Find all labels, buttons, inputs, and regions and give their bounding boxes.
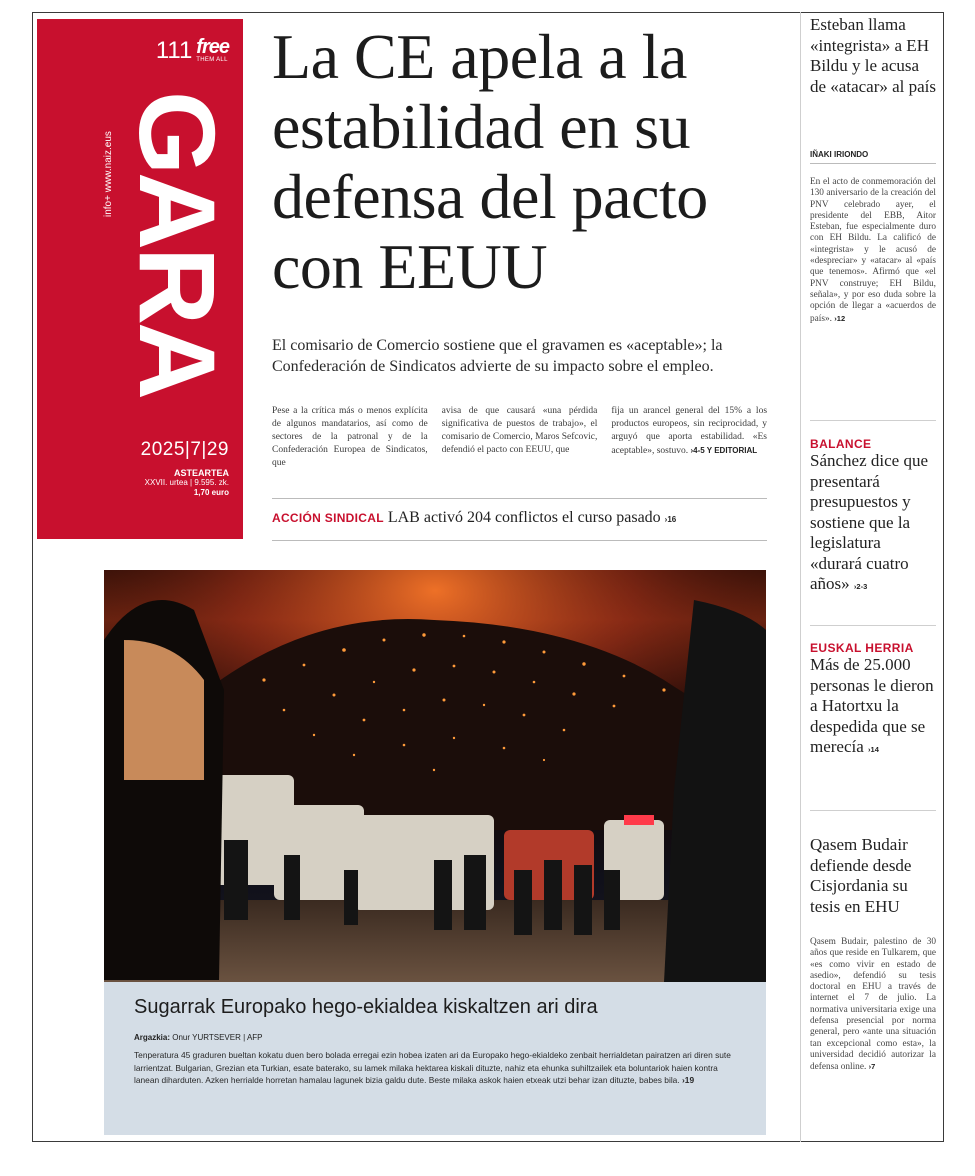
credit-name: Onur YURTSEVER | AFP xyxy=(172,1033,263,1042)
issue-number: 111 xyxy=(155,37,193,64)
sindical-page-ref[interactable]: ›16 xyxy=(664,515,677,524)
sidebar-story-esteban-body xyxy=(810,177,936,325)
lead-body-col-1: Pese a la crítica más o menos explícita de algunos mandatarios, así como de sectores de la patronal y de la Confederación Europea de Sindicatos, que xyxy=(272,406,428,468)
sidebar-story-esteban[interactable] xyxy=(810,15,936,97)
photo-caption xyxy=(104,982,766,1135)
sindical-tag: ACCIÓN SINDICAL xyxy=(272,511,384,525)
photo-credit xyxy=(134,1033,736,1042)
column-divider xyxy=(800,12,801,1142)
sidebar-tag: EUSKAL HERRIA xyxy=(810,641,914,655)
sindical-text: LAB activó 204 conflictos el curso pasado xyxy=(387,509,661,526)
sidebar-text xyxy=(810,937,936,1074)
caption-text xyxy=(134,1049,736,1087)
sidebar-text xyxy=(810,177,936,325)
sidebar-title[interactable] xyxy=(810,655,936,761)
sidebar-story-balance[interactable] xyxy=(810,437,936,598)
caption-title[interactable]: Sugarrak Europako hego-ekialdea kiskaltzen ari dira xyxy=(134,996,598,1018)
credit-label: Argazkia: xyxy=(134,1033,171,1042)
sidebar-story-budair-body xyxy=(810,937,936,1074)
sidebar-tag: BALANCE xyxy=(810,437,872,451)
sidebar-page-ref[interactable]: ›2-3 xyxy=(853,582,868,591)
edition-number: XXVII. urtea | 9.595. zk. xyxy=(144,478,229,488)
sidebar-text-body: Qasem Budair, palestino de 30 años que reside en Tulkarem, que «es como vivir en estado de asedio», defendió su tesis doctoral en EHU a través de internet el 7 de julio. La normativa universitaria exige una defensa presencial por norma general, pero «ante una situación tan excepcional como esta», la universidad decidió autorizar la defensa online. xyxy=(810,937,936,1073)
sidebar-story-euskal-herria[interactable] xyxy=(810,641,936,761)
masthead-url[interactable]: info+ www.naiz.eus xyxy=(103,131,114,217)
sidebar-title[interactable]: Qasem Budair defiende desde Cisjordania su tesis en EHU xyxy=(810,835,912,916)
issue-badge xyxy=(156,37,229,63)
price: 1,70 euro xyxy=(193,487,229,497)
divider xyxy=(810,810,936,811)
divider xyxy=(810,420,936,421)
sidebar-title-text: Más de 25.000 personas le dieron a Hatortxu la despedida que se merecía xyxy=(810,655,934,756)
lead-subhead: El comisario de Comercio sostiene que el gravamen es «aceptable»; la Confederación de Sindicatos advierte de su impacto sobre el empleo. xyxy=(272,337,723,375)
divider xyxy=(272,540,767,541)
lead-headline[interactable]: La CE apela a la estabilidad en su defensa del pacto con EEUU xyxy=(272,21,708,302)
weekday: ASTEARTEA xyxy=(173,468,229,478)
sidebar-title-text: Sánchez dice que presentará presupuestos y sostiene que la legislatura «durará cuatro años» xyxy=(810,451,928,593)
issue-info xyxy=(145,468,229,497)
lead-page-ref[interactable]: ›4-5 Y EDITORIAL xyxy=(690,446,758,455)
lead-body-col-3 xyxy=(611,405,767,470)
free-sublabel: THEM ALL xyxy=(196,57,228,63)
wildfire-photo xyxy=(104,570,766,982)
gara-logo: GARA xyxy=(117,91,238,397)
sidebar-title[interactable] xyxy=(810,451,936,598)
sidebar-text-body: En el acto de conmemoración del 130 aniversario de la creación del PNV celebrado ayer, el presidente del EBB, Aitor Esteban, fue especialmente duro con EH Bildu. La calificó de «integrista» y le acusó de «despreciar» y «atacar» al «país que tenemos». Afirmó que «el PNV construye; EH Bildu, señala», y por eso duda sobre la opción de llegar a «acuerdos de país». xyxy=(810,177,936,324)
sidebar-author: IÑAKI IRIONDO xyxy=(810,150,936,164)
sidebar-page-ref[interactable]: ›12 xyxy=(834,313,846,323)
divider xyxy=(272,498,767,499)
free-label: free xyxy=(196,36,229,58)
lead-body xyxy=(272,405,767,470)
sidebar-author-block xyxy=(810,150,936,164)
lead-body-col-2: avisa de que causará «una pérdida significativa de puestos de trabajo», el comisario de Comercio, Maros Sefcovic, defendió el pacto con EEUU, que xyxy=(441,406,598,455)
issue-date: 2025|7|29 xyxy=(140,439,229,460)
sidebar-page-ref[interactable]: ›7 xyxy=(868,1062,876,1072)
sidebar-title[interactable]: Esteban llama «integrista» a EH Bildu y le acusa de «atacar» al país xyxy=(810,15,937,96)
masthead xyxy=(37,19,243,539)
sidebar-page-ref[interactable]: ›14 xyxy=(868,745,879,754)
caption-body: Tenperatura 45 graduren bueltan kokatu duen bero bolada erregai ezin hobea izaten ari da Europako hego-ekialdeko zenbait herrialdetan pairatzen ari diren sute larrientzat. Bulgarian, Grezian eta Turkian, esate baterako, su lamek milaka hektarea kiskali dituzte, nahiz eta ehunka suhiltzailek eta boluntariok haien kontra lanean diharduten. Azken herrialde horretan hamalau lagunek bizia galdu dute. Beste milaka askok haien etxeak utzi behar izan dituzte, babes bila. xyxy=(134,1050,731,1085)
lead-body-col-3-text: fija un arancel general del 15% a los productos europeos, sin reciprocidad, y arguyó que aporta estabilidad. «Es aceptable», sostuvo. xyxy=(611,406,768,456)
divider xyxy=(810,625,936,626)
caption-page-ref[interactable]: ›19 xyxy=(682,1075,695,1085)
wildfire-illustration xyxy=(104,570,766,982)
sindical-teaser[interactable] xyxy=(272,509,767,527)
sidebar-story-budair[interactable] xyxy=(810,835,936,917)
